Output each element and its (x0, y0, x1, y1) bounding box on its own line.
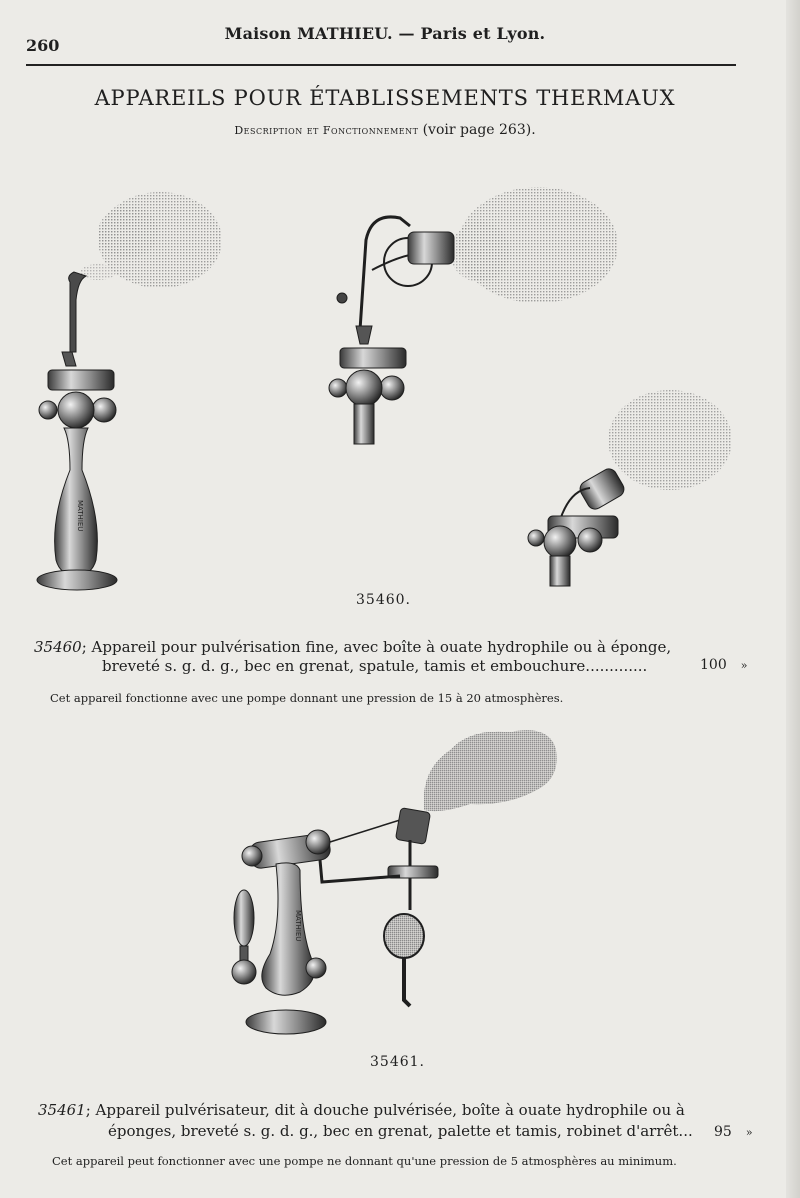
sprayer-left-stand (37, 272, 117, 590)
figure-label-35461: 35461. (370, 1054, 425, 1070)
item-number-35460: 35460 (34, 638, 82, 656)
item-35460-line1 (34, 638, 671, 656)
item-35460-note: Cet appareil fonctionne avec une pompe donnant une pression de 15 à 20 atmosphères. (50, 691, 564, 705)
spray-cloud-middle (450, 187, 618, 303)
item-35460-price (700, 657, 747, 673)
douche-sprayer (232, 808, 438, 1034)
price-unit-35461: » (745, 1126, 753, 1139)
sprayer-middle (329, 217, 454, 444)
subtitle-reference: (voir page 263). (422, 122, 536, 138)
spray-cloud-right (608, 390, 732, 490)
price-value-35461: 95 (714, 1124, 732, 1140)
spray-cloud-left (80, 192, 222, 288)
page-title: APPAREILS POUR ÉTABLISSEMENTS THERMAUX (94, 86, 676, 110)
price-value-35460: 100 (700, 657, 727, 673)
item-35461-price (714, 1124, 753, 1140)
item-number-35461: 35461 (38, 1101, 86, 1119)
item-35460-desc2: breveté s. g. d. g., bec en grenat, spatule, tamis et embouchure (102, 657, 586, 675)
subtitle-smallcaps: Description et Fonctionnement (234, 124, 419, 137)
item-35461-line2 (108, 1122, 693, 1140)
engraved-mathieu-bottom: MATHIEU (294, 910, 302, 942)
figure-label-35460: 35460. (356, 592, 411, 608)
sprayer-right (528, 466, 627, 586)
item-35460-desc1: ; Appareil pour pulvérisation fine, avec boîte à ouate hydrophile ou à éponge, (81, 638, 672, 656)
page-number: 260 (26, 36, 60, 55)
item-35460-dots: ............. (585, 657, 648, 675)
item-35461-desc1: ; Appareil pulvérisateur, dit à douche pulvérisée, boîte à ouate hydrophile ou à (85, 1101, 685, 1119)
item-35461-note: Cet appareil peut fonctionner avec une pompe ne donnant qu'une pression de 5 atmosphères au minimum. (52, 1154, 677, 1168)
price-unit-35460: » (740, 659, 748, 672)
item-35460-line2 (102, 657, 647, 675)
spray-cloud-bottom (424, 730, 557, 811)
figure-35461-illustration (0, 710, 800, 1050)
item-35461-desc2: éponges, breveté s. g. d. g., bec en grenat, palette et tamis, robinet d'arrêt (108, 1122, 679, 1140)
running-head: Maison MATHIEU. — Paris et Lyon. (224, 24, 546, 43)
item-35461-line1 (38, 1101, 685, 1119)
engraved-mathieu-left: MATHIEU (76, 500, 84, 532)
item-35461-dots: ... (678, 1122, 693, 1140)
